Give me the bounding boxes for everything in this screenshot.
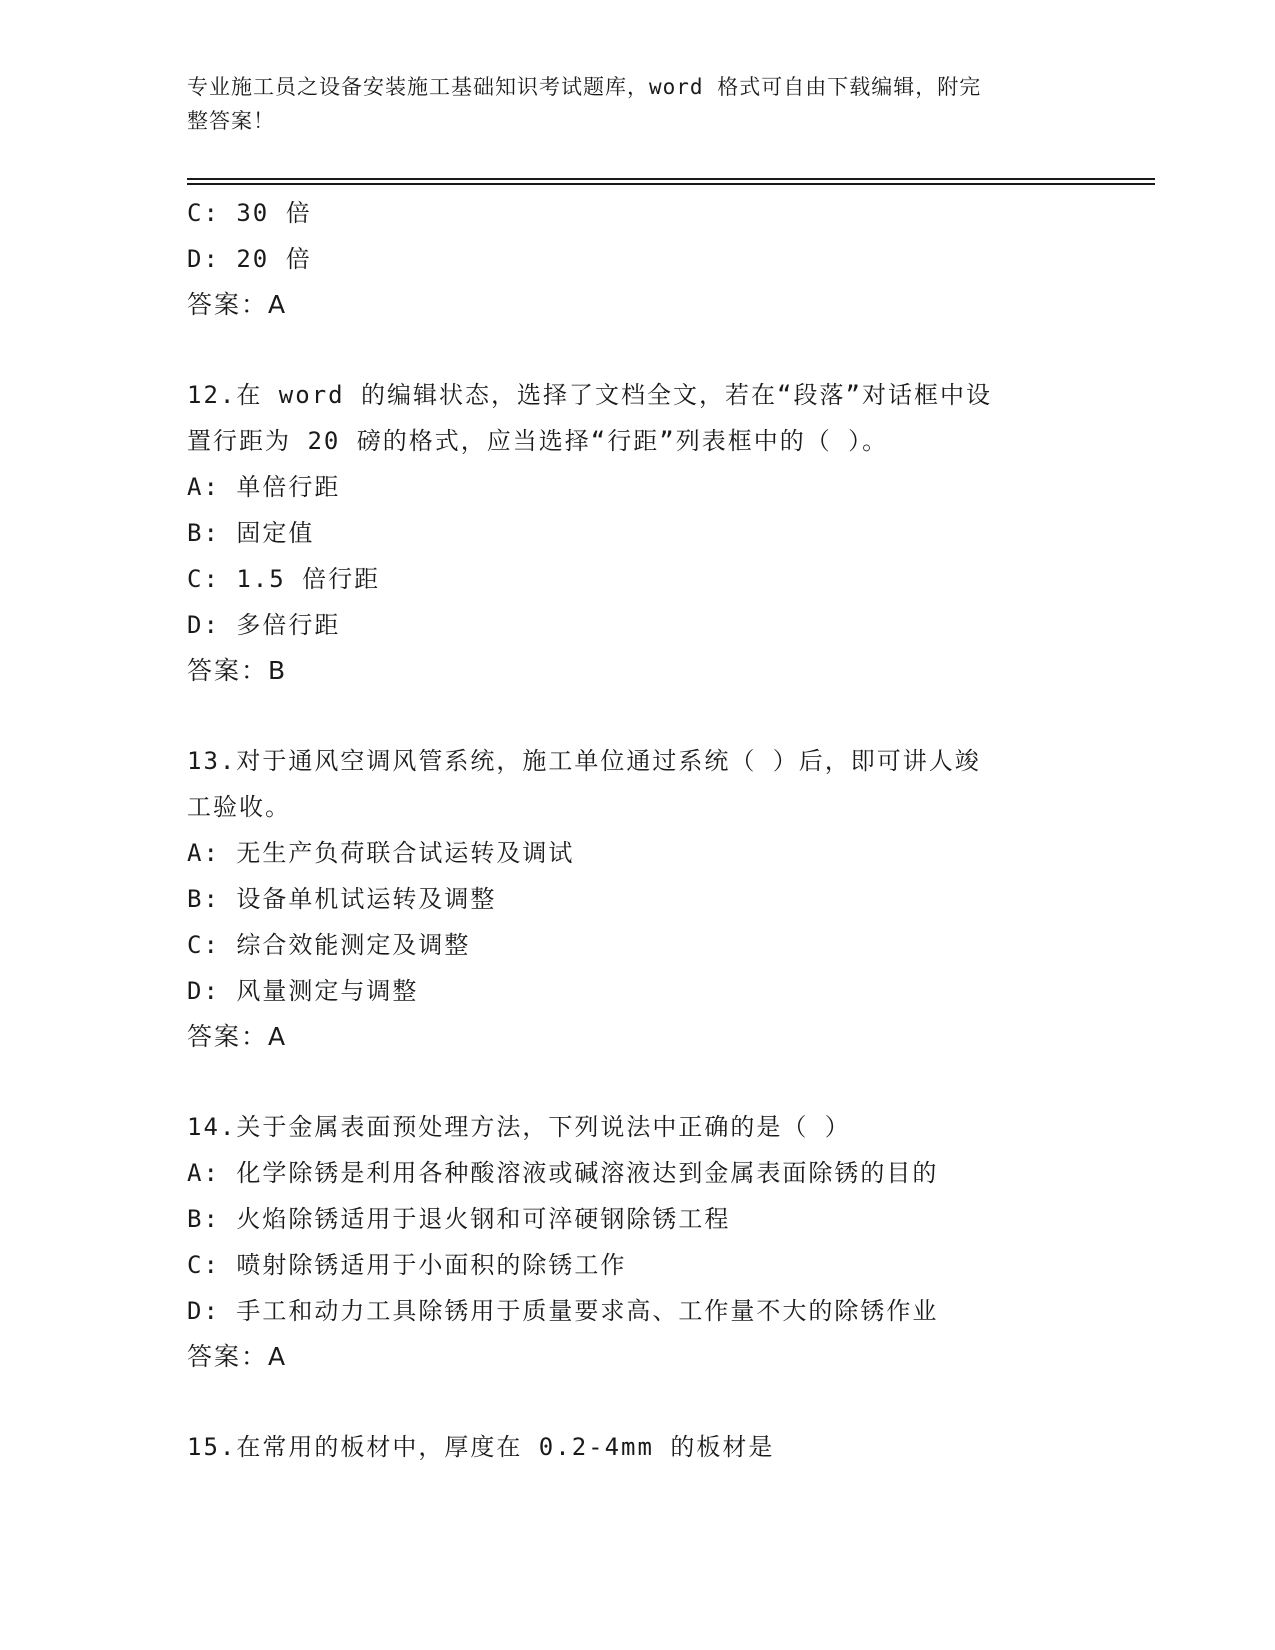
question-stem: 13.对于通风空调风管系统，施工单位通过系统（ ）后，即可讲人竣 (187, 747, 981, 775)
question-stem: 15.在常用的板材中，厚度在 0.2-4mm 的板材是 (187, 1433, 775, 1461)
option-c: C: 30 倍 (187, 199, 312, 227)
option-a: A: 单倍行距 (187, 473, 341, 501)
question-15 (187, 1424, 1087, 1470)
answer: 答案：A (187, 290, 288, 319)
option-b: B: 固定值 (187, 519, 315, 547)
question-stem: 工验收。 (187, 793, 291, 821)
option-a: A: 化学除锈是利用各种酸溶液或碱溶液达到金属表面除锈的目的 (187, 1159, 939, 1187)
question-stem: 12.在 word 的编辑状态，选择了文档全文，若在“段落”对话框中设 (187, 381, 992, 409)
option-d: D: 多倍行距 (187, 611, 341, 639)
answer: 答案：A (187, 1342, 288, 1371)
document-header (187, 70, 1067, 138)
spacer (187, 694, 1087, 738)
spacer (187, 328, 1087, 372)
option-b: B: 设备单机试运转及调整 (187, 885, 497, 913)
question-13 (187, 738, 1087, 1060)
header-line-1: 专业施工员之设备安装施工基础知识考试题库，word 格式可自由下载编辑，附完 (187, 75, 982, 99)
spacer (187, 1060, 1087, 1104)
header-rule-bottom (187, 183, 1155, 185)
option-b: B: 火焰除锈适用于退火钢和可淬硬钢除锈工程 (187, 1205, 731, 1233)
question-stem: 置行距为 20 磅的格式，应当选择“行距”列表框中的（ ）。 (187, 427, 889, 455)
question-list (187, 190, 1087, 1470)
answer: 答案：B (187, 656, 288, 685)
question-stem: 14.关于金属表面预处理方法，下列说法中正确的是（ ） (187, 1113, 851, 1141)
header-rule-top (187, 178, 1155, 180)
option-d: D: 20 倍 (187, 245, 312, 273)
option-c: C: 1.5 倍行距 (187, 565, 381, 593)
option-c: C: 综合效能测定及调整 (187, 931, 471, 959)
question-11-tail (187, 190, 1087, 328)
option-d: D: 风量测定与调整 (187, 977, 419, 1005)
option-a: A: 无生产负荷联合试运转及调试 (187, 839, 575, 867)
option-d: D: 手工和动力工具除锈用于质量要求高、工作量不大的除锈作业 (187, 1297, 939, 1325)
question-14 (187, 1104, 1087, 1380)
spacer (187, 1380, 1087, 1424)
answer: 答案：A (187, 1022, 288, 1051)
header-line-2: 整答案！ (187, 109, 275, 133)
option-c: C: 喷射除锈适用于小面积的除锈工作 (187, 1251, 627, 1279)
question-12 (187, 372, 1087, 694)
